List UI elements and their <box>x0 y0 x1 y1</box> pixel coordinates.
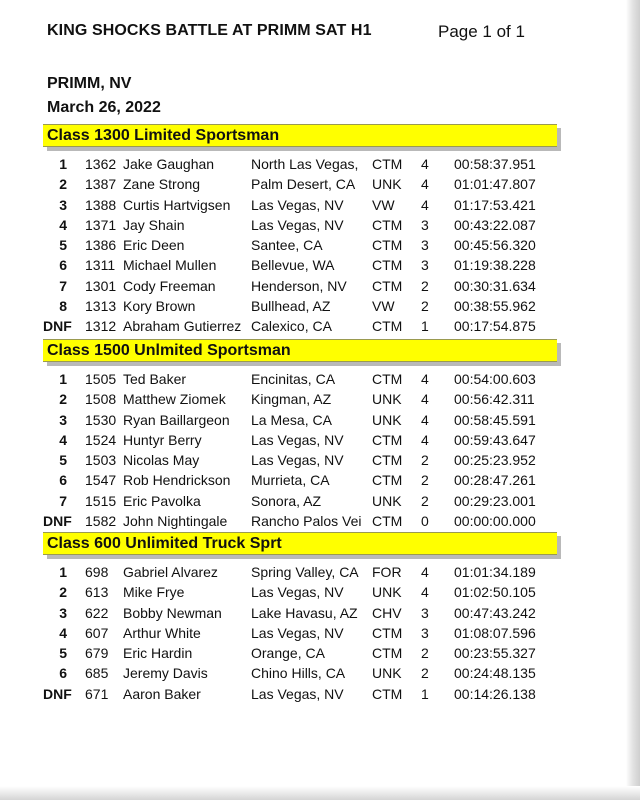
vehicle-make: FOR <box>372 564 402 580</box>
finish-position: 5 <box>59 645 67 662</box>
vehicle-make: CTM <box>372 431 403 448</box>
hometown: North Las Vegas, <box>251 156 359 172</box>
laps-completed: 4 <box>421 371 429 387</box>
hometown: Encinitas, CA <box>251 371 336 387</box>
result-row <box>43 195 553 215</box>
driver-name: Jeremy Davis <box>123 665 208 682</box>
laps-completed: 2 <box>421 665 429 682</box>
class-header: Class 1500 Unlmited Sportsman <box>43 339 557 362</box>
elapsed-time: 00:38:55.962 <box>454 298 536 315</box>
class-header: Class 1300 Limited Sportsman <box>43 124 557 147</box>
elapsed-time: 00:56:42.311 <box>454 391 535 408</box>
vehicle-make: CTM <box>372 277 403 294</box>
vehicle-make: CTM <box>372 645 403 662</box>
finish-position: DNF <box>43 685 72 702</box>
elapsed-time: 00:23:55.327 <box>454 645 536 662</box>
elapsed-time: 01:01:47.807 <box>454 176 536 193</box>
vehicle-make: CTM <box>372 216 403 233</box>
laps-completed: 3 <box>421 257 429 274</box>
laps-completed: 2 <box>421 472 429 489</box>
result-row <box>43 684 553 704</box>
hometown: Bellevue, WA <box>251 257 335 274</box>
laps-completed: 1 <box>421 685 429 702</box>
vehicle-make: CTM <box>372 624 403 641</box>
finish-position: DNF <box>43 513 72 530</box>
results-list <box>43 562 553 704</box>
hometown: Calexico, CA <box>251 318 332 335</box>
car-number: 1547 <box>85 472 117 489</box>
laps-completed: 4 <box>421 411 429 428</box>
vehicle-make: CTM <box>372 452 403 469</box>
vehicle-make: VW <box>372 196 395 213</box>
hometown: Murrieta, CA <box>251 472 330 489</box>
hometown: Orange, CA <box>251 645 325 662</box>
driver-name: Matthew Ziomek <box>123 391 226 408</box>
result-row <box>43 430 553 450</box>
paper-edge-right <box>626 0 640 800</box>
vehicle-make: CTM <box>372 472 403 489</box>
laps-completed: 2 <box>421 645 429 662</box>
finish-position: DNF <box>43 318 72 335</box>
car-number: 1301 <box>85 277 117 294</box>
elapsed-time: 00:28:47.261 <box>454 472 536 489</box>
hometown: Las Vegas, NV <box>251 431 344 448</box>
vehicle-make: UNK <box>372 391 402 408</box>
driver-name: Mike Frye <box>123 584 185 601</box>
hometown: Lake Havasu, AZ <box>251 604 358 621</box>
elapsed-time: 00:45:56.320 <box>454 237 536 254</box>
finish-position: 4 <box>59 624 67 641</box>
driver-name: Gabriel Alvarez <box>123 564 218 580</box>
driver-name: Eric Hardin <box>123 645 193 662</box>
paper-edge-bottom <box>0 786 640 800</box>
driver-name: Ryan Baillargeon <box>123 411 230 428</box>
finish-position: 2 <box>59 584 67 601</box>
vehicle-make: CTM <box>372 237 403 254</box>
laps-completed: 4 <box>421 584 429 601</box>
result-row <box>43 276 553 296</box>
elapsed-time: 00:17:54.875 <box>454 318 536 335</box>
hometown: Las Vegas, NV <box>251 196 344 213</box>
result-row <box>43 450 553 470</box>
laps-completed: 3 <box>421 624 429 641</box>
vehicle-make: CTM <box>372 156 403 172</box>
laps-completed: 3 <box>421 216 429 233</box>
result-row <box>43 389 553 409</box>
vehicle-make: CTM <box>372 685 403 702</box>
hometown: Palm Desert, CA <box>251 176 356 193</box>
driver-name: Michael Mullen <box>123 257 217 274</box>
hometown: La Mesa, CA <box>251 411 332 428</box>
car-number: 1503 <box>85 452 117 469</box>
result-row <box>43 255 553 275</box>
elapsed-time: 00:14:26.138 <box>454 685 536 702</box>
car-number: 1311 <box>85 257 116 274</box>
laps-completed: 4 <box>421 564 429 580</box>
finish-position: 2 <box>59 391 67 408</box>
hometown: Chino Hills, CA <box>251 665 346 682</box>
event-title: KING SHOCKS BATTLE AT PRIMM SAT H1 <box>47 22 372 39</box>
car-number: 1312 <box>85 318 117 335</box>
finish-position: 5 <box>59 237 67 254</box>
hometown: Las Vegas, NV <box>251 584 344 601</box>
result-row <box>43 410 553 430</box>
finish-position: 3 <box>59 411 67 428</box>
result-row <box>43 369 553 389</box>
class-section-1500 <box>43 339 553 531</box>
driver-name: Eric Pavolka <box>123 492 201 509</box>
car-number: 1386 <box>85 237 117 254</box>
laps-completed: 4 <box>421 156 429 172</box>
vehicle-make: CTM <box>372 257 403 274</box>
result-row <box>43 511 553 531</box>
car-number: 685 <box>85 665 109 682</box>
results-list <box>43 154 553 337</box>
elapsed-time: 00:47:43.242 <box>454 604 536 621</box>
hometown: Las Vegas, NV <box>251 685 344 702</box>
elapsed-time: 00:58:37.951 <box>454 156 536 172</box>
driver-name: Ted Baker <box>123 371 187 387</box>
car-number: 1371 <box>85 216 117 233</box>
result-row <box>43 623 553 643</box>
result-row <box>43 582 553 602</box>
finish-position: 3 <box>59 196 67 213</box>
result-row <box>43 235 553 255</box>
vehicle-make: CHV <box>372 604 402 621</box>
laps-completed: 0 <box>421 513 429 530</box>
vehicle-make: VW <box>372 298 395 315</box>
car-number: 1505 <box>85 371 117 387</box>
hometown: Sonora, AZ <box>251 492 322 509</box>
finish-position: 6 <box>59 257 67 274</box>
result-row <box>43 643 553 663</box>
result-row <box>43 154 553 174</box>
elapsed-time: 00:43:22.087 <box>454 216 536 233</box>
laps-completed: 4 <box>421 196 429 213</box>
finish-position: 1 <box>59 564 67 580</box>
car-number: 607 <box>85 624 109 641</box>
driver-name: John Nightingale <box>123 513 228 530</box>
vehicle-make: UNK <box>372 665 402 682</box>
hometown: Kingman, AZ <box>251 391 332 408</box>
laps-completed: 1 <box>421 318 429 335</box>
result-row <box>43 470 553 490</box>
car-number: 1508 <box>85 391 117 408</box>
result-row <box>43 296 553 316</box>
driver-name: Aaron Baker <box>123 685 201 702</box>
elapsed-time: 01:19:38.228 <box>454 257 536 274</box>
car-number: 671 <box>85 685 109 702</box>
finish-position: 3 <box>59 604 67 621</box>
class-section-600 <box>43 532 553 704</box>
driver-name: Eric Deen <box>123 237 185 254</box>
vehicle-make: CTM <box>372 371 403 387</box>
driver-name: Zane Strong <box>123 176 201 193</box>
car-number: 1582 <box>85 513 117 530</box>
hometown: Spring Valley, CA <box>251 564 359 580</box>
driver-name: Kory Brown <box>123 298 196 315</box>
car-number: 1387 <box>85 176 117 193</box>
elapsed-time: 00:29:23.001 <box>454 492 536 509</box>
car-number: 613 <box>85 584 109 601</box>
elapsed-time: 00:30:31.634 <box>454 277 536 294</box>
finish-position: 4 <box>59 216 67 233</box>
result-row <box>43 215 553 235</box>
hometown: Henderson, NV <box>251 277 347 294</box>
driver-name: Nicolas May <box>123 452 200 469</box>
result-row <box>43 562 553 582</box>
hometown: Las Vegas, NV <box>251 624 344 641</box>
elapsed-time: 01:17:53.421 <box>454 196 536 213</box>
event-info <box>47 72 161 120</box>
class-section-1300 <box>43 124 553 337</box>
driver-name: Cody Freeman <box>123 277 216 294</box>
finish-position: 1 <box>59 371 67 387</box>
event-date: March 26, 2022 <box>47 99 161 116</box>
laps-completed: 4 <box>421 431 429 448</box>
driver-name: Rob Hendrickson <box>123 472 231 489</box>
laps-completed: 2 <box>421 277 429 294</box>
car-number: 622 <box>85 604 109 621</box>
laps-completed: 4 <box>421 176 429 193</box>
laps-completed: 2 <box>421 452 429 469</box>
elapsed-time: 00:25:23.952 <box>454 452 536 469</box>
class-header: Class 600 Unlimited Truck Sprt <box>43 532 557 555</box>
elapsed-time: 01:02:50.105 <box>454 584 536 601</box>
vehicle-make: CTM <box>372 513 403 530</box>
driver-name: Curtis Hartvigsen <box>123 196 231 213</box>
finish-position: 7 <box>59 277 67 294</box>
elapsed-time: 00:00:00.000 <box>454 513 536 530</box>
laps-completed: 4 <box>421 391 429 408</box>
hometown: Rancho Palos Vei <box>251 513 362 530</box>
hometown: Las Vegas, NV <box>251 216 344 233</box>
vehicle-make: CTM <box>372 318 403 335</box>
finish-position: 6 <box>59 665 67 682</box>
elapsed-time: 00:54:00.603 <box>454 371 536 387</box>
driver-name: Jake Gaughan <box>123 156 215 172</box>
finish-position: 1 <box>59 156 67 172</box>
result-row <box>43 316 553 336</box>
car-number: 1524 <box>85 431 117 448</box>
elapsed-time: 01:08:07.596 <box>454 624 536 641</box>
driver-name: Abraham Gutierrez <box>123 318 242 335</box>
finish-position: 5 <box>59 452 67 469</box>
vehicle-make: UNK <box>372 492 402 509</box>
car-number: 1530 <box>85 411 117 428</box>
page-number: Page 1 of 1 <box>438 22 525 41</box>
car-number: 1313 <box>85 298 117 315</box>
car-number: 698 <box>85 564 109 580</box>
car-number: 1362 <box>85 156 117 172</box>
laps-completed: 2 <box>421 298 429 315</box>
laps-completed: 2 <box>421 492 429 509</box>
hometown: Las Vegas, NV <box>251 452 344 469</box>
hometown: Santee, CA <box>251 237 323 254</box>
elapsed-time: 01:01:34.189 <box>454 564 536 580</box>
finish-position: 2 <box>59 176 67 193</box>
elapsed-time: 00:24:48.135 <box>454 665 536 682</box>
car-number: 1388 <box>85 196 117 213</box>
result-row <box>43 174 553 194</box>
finish-position: 4 <box>59 431 67 448</box>
results-list <box>43 369 553 531</box>
result-row <box>43 663 553 683</box>
driver-name: Huntyr Berry <box>123 431 202 448</box>
driver-name: Arthur White <box>123 624 201 641</box>
vehicle-make: UNK <box>372 584 402 601</box>
laps-completed: 3 <box>421 604 429 621</box>
elapsed-time: 00:58:45.591 <box>454 411 536 428</box>
result-row <box>43 603 553 623</box>
elapsed-time: 00:59:43.647 <box>454 431 536 448</box>
driver-name: Bobby Newman <box>123 604 222 621</box>
finish-position: 7 <box>59 492 67 509</box>
finish-position: 6 <box>59 472 67 489</box>
laps-completed: 3 <box>421 237 429 254</box>
event-location: PRIMM, NV <box>47 75 132 92</box>
vehicle-make: UNK <box>372 176 402 193</box>
driver-name: Jay Shain <box>123 216 185 233</box>
result-row <box>43 491 553 511</box>
finish-position: 8 <box>59 298 67 315</box>
hometown: Bullhead, AZ <box>251 298 331 315</box>
vehicle-make: UNK <box>372 411 402 428</box>
car-number: 1515 <box>85 492 117 509</box>
car-number: 679 <box>85 645 109 662</box>
